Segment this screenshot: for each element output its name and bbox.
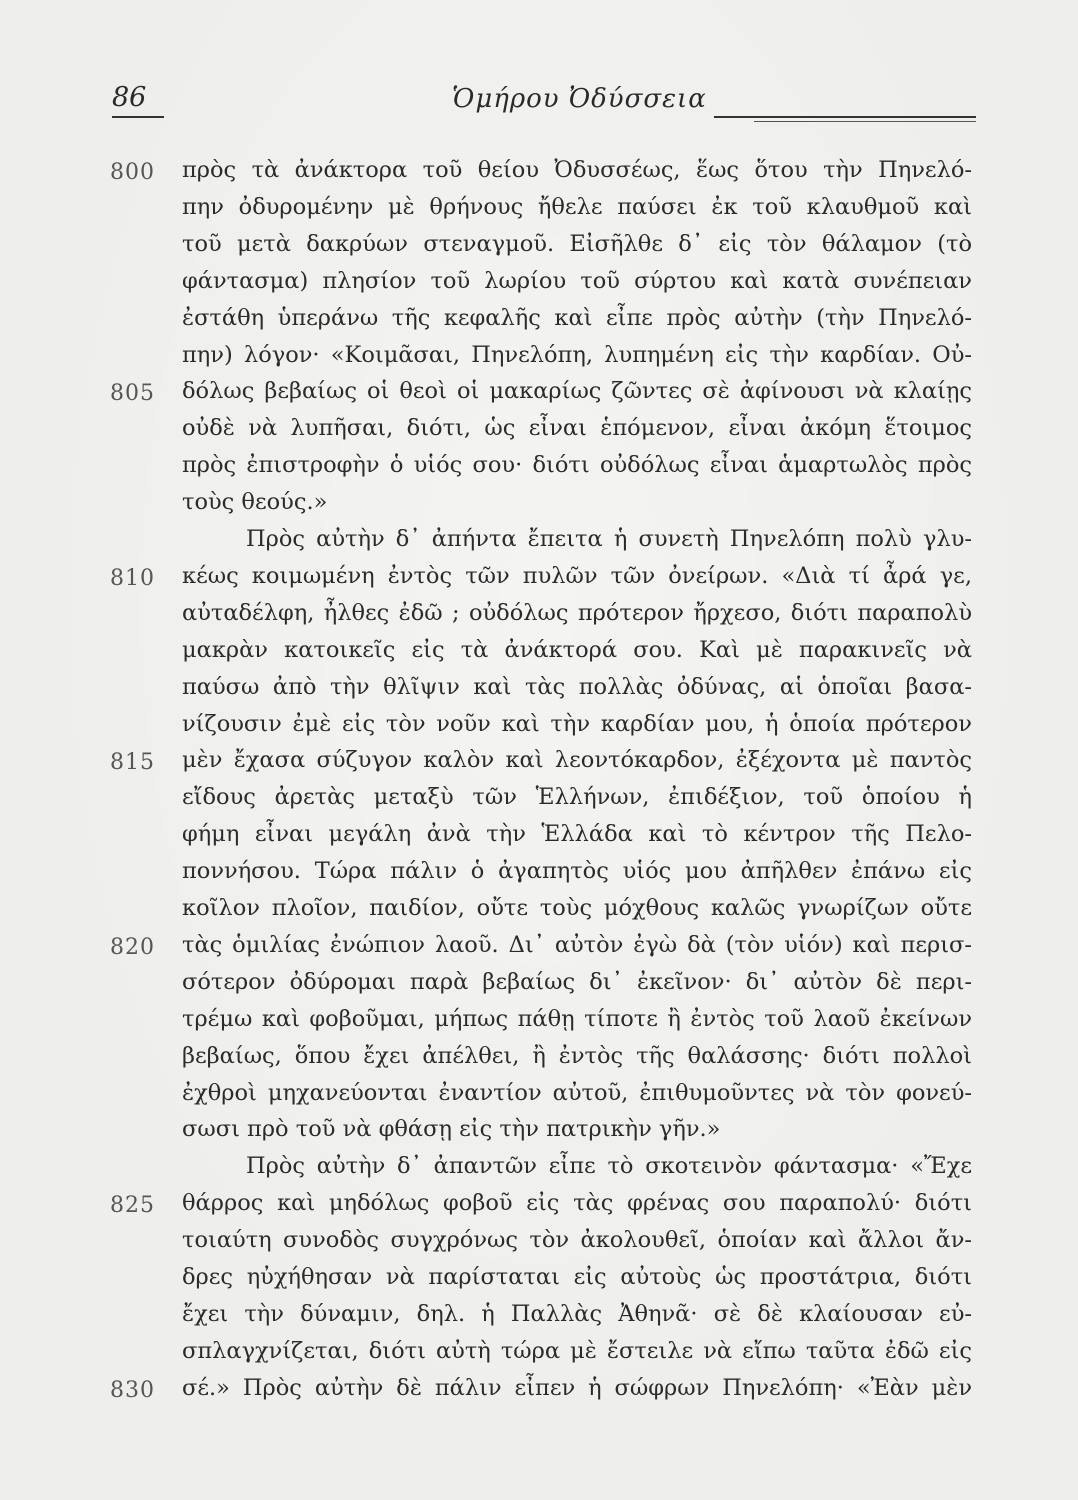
line-text: εἴδους ἀρετὰς μεταξὺ τῶν Ἑλλήνων, ἐπιδέξιον, τοῦ ὁποίου ἡ <box>182 784 972 811</box>
verse-line <box>0 1040 1078 1080</box>
line-text: τρέμω καὶ φοβοῦμαι, μήπως πάθῃ τίποτε ἢ ἐντὸς τοῦ λαοῦ ἐκείνων <box>182 1005 972 1032</box>
line-text: πην ὀδυρομένην μὲ θρήνους ἤθελε παύσει ἐκ τοῦ κλαυθμοῦ καὶ <box>182 193 972 220</box>
line-text: σέ.» Πρὸς αὐτὴν δὲ πάλιν εἶπεν ἡ σώφρων Πηνελόπη· «Ἐὰν μὲν <box>182 1374 972 1401</box>
line-number: 830 <box>110 1377 155 1403</box>
running-title: Ὁμήρου Ὀδύσσεια <box>452 84 707 114</box>
verse-line <box>0 1077 1078 1117</box>
line-text: Πρὸς αὐτὴν δ᾿ ἀπαντῶν εἶπε τὸ σκοτεινὸν φάντασμα· «Ἔχε <box>246 1153 972 1180</box>
line-text: τὰς ὁμιλίας ἐνώπιον λαοῦ. Δι᾿ αὐτὸν ἐγὼ δὰ (τὸν υἱόν) καὶ περισ- <box>182 931 972 958</box>
page-header <box>112 82 976 122</box>
verse-line <box>0 486 1078 526</box>
line-text: ποννήσου. Τώρα πάλιν ὁ ἀγαπητὸς υἱός μου ἀπῆλθεν ἐπάνω εἰς <box>182 858 972 885</box>
line-text: ἐχθροὶ μηχανεύονται ἐναντίον αὐτοῦ, ἐπιθυμοῦντες νὰ τὸν φονεύ- <box>182 1079 972 1106</box>
line-number: 825 <box>110 1193 155 1219</box>
line-text: δόλως βεβαίως οἱ θεοὶ οἱ μακαρίως ζῶντες σὲ ἀφίνουσι νὰ κλαίῃς <box>182 378 972 405</box>
verse-line <box>0 1261 1078 1301</box>
verse-line <box>0 634 1078 674</box>
line-text: παύσω ἀπὸ τὴν θλῖψιν καὶ τὰς πολλὰς ὀδύνας, αἱ ὁποῖαι βασα- <box>182 673 972 700</box>
line-text: βεβαίως, ὅπου ἔχει ἀπέλθει, ἢ ἐντὸς τῆς θαλάσσης· διότι πολλοὶ <box>182 1042 972 1069</box>
verse-line <box>0 597 1078 637</box>
line-text: ἔχει τὴν δύναμιν, δηλ. ἡ Παλλὰς Ἀθηνᾶ· σὲ δὲ κλαίουσαν εὐ- <box>182 1300 972 1327</box>
verse-line <box>0 1150 1078 1190</box>
line-text: πρὸς τὰ ἀνάκτορα τοῦ θείου Ὀδυσσέως, ἕως ὅτου τὴν Πηνελό- <box>182 157 972 183</box>
verse-line <box>0 191 1078 231</box>
verse-line <box>0 855 1078 895</box>
line-text: οὐδὲ νὰ λυπῆσαι, διότι, ὡς εἶναι ἑπόμενον, εἶναι ἀκόμη ἕτοιμος <box>182 415 972 442</box>
header-rule-right <box>714 116 976 118</box>
line-number: 805 <box>110 381 155 407</box>
verse-line <box>0 228 1078 268</box>
line-text: δρες ηὐχήθησαν νὰ παρίσταται εἰς αὐτοὺς ὡς προστάτρια, διότι <box>182 1264 972 1290</box>
verse-line <box>0 154 1078 194</box>
verse-line <box>0 1335 1078 1375</box>
verse-line <box>0 929 1078 969</box>
line-text: πην) λόγον· «Κοιμᾶσαι, Πηνελόπη, λυπημένη εἰς τὴν καρδίαν. Οὐ- <box>182 341 972 368</box>
line-number: 800 <box>110 160 155 185</box>
verse-line <box>0 523 1078 563</box>
line-text: κοῖλον πλοῖον, παιδίον, οὔτε τοὺς μόχθους καλῶς γνωρίζων οὔτε <box>182 895 972 921</box>
line-text: σότερον ὀδύρομαι παρὰ βεβαίως δι᾿ ἐκεῖνον· δι᾿ αὐτὸν δὲ περι- <box>182 968 972 995</box>
line-text: σωσι πρὸ τοῦ νὰ φθάσῃ εἰς τὴν πατρικὴν γῆν.» <box>182 1116 721 1143</box>
verse-line <box>0 302 1078 342</box>
line-text: τοιαύτη συνοδὸς συγχρόνως τὸν ἀκολουθεῖ, ὁποίαν καὶ ἄλλοι ἄν- <box>182 1227 972 1254</box>
line-text: σπλαγχνίζεται, διότι αὐτὴ τώρα μὲ ἔστειλε νὰ εἴπω ταῦτα ἐδῶ εἰς <box>182 1337 972 1364</box>
line-text: τοῦ μετὰ δακρύων στεναγμοῦ. Εἰσῆλθε δ᾿ εἰς τὸν θάλαμον (τὸ <box>182 230 972 257</box>
verse-line <box>0 966 1078 1006</box>
verse-line <box>0 449 1078 489</box>
line-text: Πρὸς αὐτὴν δ᾿ ἀπήντα ἔπειτα ἡ συνετὴ Πηνελόπη πολὺ γλυ- <box>246 526 972 552</box>
verse-line <box>0 1003 1078 1043</box>
line-text: θάρρος καὶ μηδόλως φοβοῦ εἰς τὰς φρένας σου παραπολύ· διότι <box>182 1190 972 1217</box>
verse-line <box>0 1113 1078 1153</box>
verse-line <box>0 708 1078 748</box>
verse-line <box>0 560 1078 600</box>
verse-line <box>0 339 1078 379</box>
verse-line <box>0 1187 1078 1227</box>
verse-line <box>0 265 1078 305</box>
verse-line <box>0 781 1078 821</box>
line-number: 820 <box>110 934 155 960</box>
verse-line <box>0 375 1078 415</box>
verse-line <box>0 818 1078 858</box>
line-text: ἐστάθη ὑπεράνω τῆς κεφαλῆς καὶ εἶπε πρὸς αὐτὴν (τὴν Πηνελό- <box>182 304 972 331</box>
verse-line <box>0 892 1078 932</box>
verse-line <box>0 1372 1078 1412</box>
line-text: φάντασμα) πλησίον τοῦ λωρίου τοῦ σύρτου καὶ κατὰ συνέπειαν <box>182 267 972 294</box>
line-text: φήμη εἶναι μεγάλη ἀνὰ τὴν Ἑλλάδα καὶ τὸ κέντρον τῆς Πελο- <box>182 821 972 848</box>
header-rule-left <box>112 116 164 118</box>
line-text: τοὺς θεούς.» <box>182 489 328 516</box>
verse-line <box>0 1298 1078 1338</box>
line-text: αὐταδέλφη, ἦλθες ἐδῶ ; οὐδόλως πρότερον ἤρχεσο, διότι παραπολὺ <box>182 599 972 626</box>
line-number: 810 <box>110 565 155 591</box>
line-text: μὲν ἔχασα σύζυγον καλὸν καὶ λεοντόκαρδον, ἐξέχοντα μὲ παντὸς <box>182 747 972 774</box>
page-number: 86 <box>112 82 147 113</box>
line-text: νίζουσιν ἐμὲ εἰς τὸν νοῦν καὶ τὴν καρδίαν μου, ἡ ὁποία πρότερον <box>182 710 972 737</box>
line-text: πρὸς ἐπιστροφὴν ὁ υἱός σου· διότι οὐδόλως εἶναι ἁμαρτωλὸς πρὸς <box>182 452 972 479</box>
verse-line <box>0 671 1078 711</box>
line-text: κέως κοιμωμένη ἐντὸς τῶν πυλῶν τῶν ὀνείρων. «Διὰ τί ἆρά γε, <box>182 562 972 589</box>
verse-line <box>0 412 1078 452</box>
line-text: μακρὰν κατοικεῖς εἰς τὰ ἀνάκτορά σου. Καὶ μὲ παρακινεῖς νὰ <box>182 636 972 663</box>
verse-line <box>0 744 1078 784</box>
verse-line <box>0 1224 1078 1264</box>
line-number: 815 <box>110 750 155 776</box>
